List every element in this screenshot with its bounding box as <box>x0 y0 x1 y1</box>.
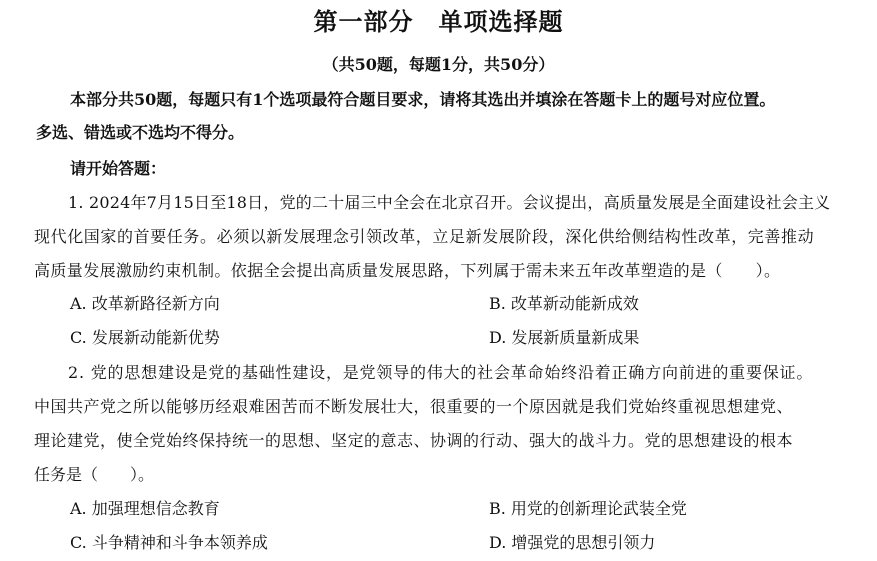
question-2-option-d[interactable]: D. 增强党的思想引领力 <box>489 533 656 552</box>
question-1-option-d[interactable]: D. 发展新质量新成果 <box>489 328 640 347</box>
section-title: 第一部分 单项选择题 <box>313 8 564 36</box>
question-1-option-c[interactable]: C. 发展新动能新优势 <box>70 328 220 347</box>
question-1-option-b[interactable]: B. 改革新动能新成效 <box>489 294 639 313</box>
section-subtitle: （共50题，每题1分，共50分） <box>322 55 555 74</box>
question-2-option-c[interactable]: C. 斗争精神和斗争本领养成 <box>70 533 268 552</box>
question-2-stem-line-2: 中国共产党之所以能够历经艰难困苦而不断发展壮大，很重要的一个原因就是我们党始终重视思想建党、 <box>34 397 794 416</box>
question-1-option-a[interactable]: A. 改革新路径新方向 <box>70 294 220 313</box>
question-2-stem-line-1: 2. 党的思想建设是党的基础性建设，是党领导的伟大的社会革命始终沿着正确方向前进的重要保证。 <box>68 363 814 382</box>
instruction-line-1: 本部分共50题，每题只有1个选项最符合题目要求，请将其选出并填涂在答题卡上的题号对应位置。 <box>70 90 776 109</box>
start-prompt: 请开始答题： <box>70 159 167 178</box>
question-1-stem-line-3: 高质量发展激励约束机制。依据全会提出高质量发展思路，下列属于需未来五年改革塑造的是（ ）。 <box>34 261 781 280</box>
question-2-option-a[interactable]: A. 加强理想信念教育 <box>70 499 220 518</box>
question-2-stem-line-4: 任务是（ ）。 <box>34 465 155 484</box>
question-2-stem-line-3: 理论建党，使全党始终保持统一的思想、坚定的意志、协调的行动、强大的战斗力。党的思想建设的根本 <box>34 431 794 450</box>
question-1-stem-line-1: 1. 2024年7月15日至18日，党的二十届三中全会在北京召开。会议提出，高质量发展是全面建设社会主义 <box>68 193 831 212</box>
instruction-line-2: 多选、错选或不选均不得分。 <box>36 123 245 142</box>
question-1-stem-line-2: 现代化国家的首要任务。必须以新发展理念引领改革，立足新发展阶段，深化供给侧结构性改革，完善推动 <box>34 227 815 246</box>
question-2-option-b[interactable]: B. 用党的创新理论武装全党 <box>489 499 687 518</box>
